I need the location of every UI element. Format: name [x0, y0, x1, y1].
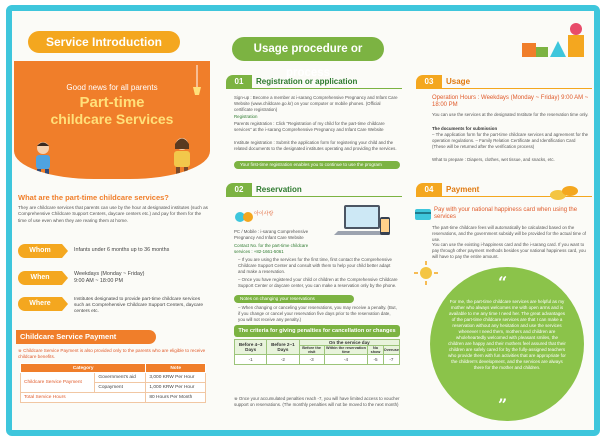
section-number: 04 [416, 183, 442, 197]
section-01-header [226, 75, 402, 89]
where-tag: Where [18, 297, 62, 311]
table-cell: -1 [235, 355, 267, 365]
pay-text-2: You can use the existing i-happiness card and the i-sarang card. If you want to pay through other payment methods besides your national happiness card, you will have to pay the entire amount. [432, 242, 586, 259]
section-02-header [226, 183, 402, 197]
what-answer: They are childcare services that parents can use by the hour at designated institutes (such as Comprehensive Childcare Support Centers, daycare centers etc.) and pay for them for the time of use even when they are rearing them at home. [18, 205, 208, 223]
where-row [18, 297, 210, 321]
table-cell: -2 [267, 355, 299, 365]
table-cell: -5 [368, 355, 384, 365]
table-row [235, 355, 400, 365]
table-header: Before 2~1 Days [267, 340, 299, 355]
usage-procedure-title: Usage procedure or process [232, 37, 384, 61]
notes-changing-bar: Notes on changing your reservations [234, 295, 354, 303]
section-label: Registration or application [256, 77, 358, 86]
operation-text: You can use the services at the designated Institute for the reservation time only. [432, 112, 589, 117]
sun-icon [414, 261, 438, 285]
table-header: Note [146, 364, 206, 373]
service-introduction-tab: Service Introduction [28, 31, 180, 53]
signup-text: Sign-up : Become a member at i-sarang Comprehensive Pregnancy and Infant Care Website (www.childcare.go.kr) on your computer or mobile phones. (Official certificate registration) [234, 95, 398, 112]
coins-icon [548, 181, 582, 203]
table-cell: 1,000 KRW Per Hour [146, 383, 206, 393]
institute-registration-text: Institute registration : Submit the application form for registering your child and the related documents to the designated institutes operating and providing the services. [234, 140, 397, 151]
payment-tab: Childcare Service Payment [16, 330, 156, 344]
testimonial-text: For me, the part-time childcare services are helpful as my mother who always welcomes me with open arms and is available to me any time I need her. The great advantages of the part-time childcare services are that I can make a reservation without any hesitation and use the services whenever I need them, mothers and children are wholeheartedly welcomed with pleasant smiles, the children are happy and their mothers feel assured that their children are safely cared for by the fully-assigned teachers who provide them with fun activities that are appropriate for the children's development, and the services are always there for the mother and children. [448, 299, 566, 370]
whom-row [18, 244, 210, 258]
service-introduction-column [12, 11, 212, 430]
registered-text: – Once you have registered your child or children at the Comprehensive Childcare Support Center or daycare center, you can make a reservation only by the phone. [238, 277, 398, 288]
parent-illustration-icon [170, 137, 194, 177]
section-label: Usage [446, 77, 471, 86]
where-text: Institutes designated to provide part-time childcare services such as Comprehensive Childcare Support Centers, daycare centers etc. [74, 297, 204, 315]
page-frame [6, 5, 600, 436]
brochure [12, 11, 594, 430]
penalty-note: ※ Once your accumulated penalties reach -7, you will have limited access to voucher support on reservations. (The monthly penalties will not be moved to the next month) [234, 396, 400, 407]
table-cell: Copayment [95, 383, 146, 393]
first-time-text: – If you are using the services for the first time, first contact the Comprehensive Childcare Support Center and consult with them to help your child better adapt and make a reservation. [238, 257, 392, 274]
section-label: Payment [446, 185, 480, 194]
notes-changing-text: – When changing or canceling your reservations, you may receive a penalty. (But, if you change or cancel your reservation five days prior to the reservation date, you will not receive any penalty.) [238, 305, 397, 322]
section-number: 03 [416, 75, 442, 89]
table-cell: Government's aid [95, 373, 146, 383]
table-cell: -4 [324, 355, 368, 365]
table-cell: Total Service Hours [21, 393, 146, 403]
hero-banner [14, 61, 210, 179]
penalty-table-title: The criteria for giving penalties for cancellation or changes [234, 325, 400, 337]
hero-title-line2: childcare Services [50, 111, 174, 127]
table-cell: Childcare Service Payment [21, 373, 95, 393]
toys-illustration-icon [518, 17, 590, 63]
section-number: 02 [226, 183, 252, 197]
table-header: Within the reservation time [326, 346, 366, 354]
table-header: On the service day [299, 340, 399, 346]
penalty-table [234, 339, 400, 365]
pc-mobile-text: PC / Mobile : i-sarang Comprehensive Pregnancy And Infant Care Website [234, 229, 309, 240]
child-illustration-icon [32, 141, 54, 177]
registration-label: Registration [234, 114, 258, 119]
when-row [18, 271, 210, 289]
usage-procedure-column [212, 11, 408, 430]
pay-heading: Pay with your national happiness card when using the services [434, 207, 578, 221]
documents-text: – The application form for the part-time childcare services and agreement for the operation regulations. – Family Relation Certificate and Identification Card (These will be returned after the verification process) [432, 132, 589, 149]
table-cell: 3,000 KRW Per Hour [146, 373, 206, 383]
when-line2: 9:00 AM ~ 18:00 PM [74, 278, 123, 284]
operation-hours-text: Operation Hours : Weekdays (Monday ~ Friday) 9:00 AM ~ 18:00 PM [432, 95, 589, 109]
card-icon [414, 207, 432, 223]
table-cell: 80 Hours Per Month [146, 393, 206, 403]
whom-tag: Whom [18, 244, 62, 258]
whom-text: Infants under 6 months up to 36 months [74, 247, 170, 253]
registration-notice-bar: Your first-time registration enables you to continue to use the program [234, 161, 400, 169]
table-row [21, 373, 206, 383]
good-news-text: Good news for all parents [66, 83, 158, 92]
payment-table [20, 363, 206, 403]
table-cell: -3 [299, 355, 324, 365]
hero-title-line1: Part-time [79, 94, 145, 111]
contact-number-text: Contact No. for the part-time childcare services : +82-1661-5061 [234, 243, 309, 254]
table-header: No show [368, 346, 384, 355]
pay-text-1: The part-time childcare fees will automatically be calculated based on the reservations, and the government subsidy will be provided for the actual time of use. [432, 225, 586, 242]
when-line1: Weekdays (Monday ~ Friday) [74, 271, 145, 277]
close-quote: ” [498, 395, 508, 414]
table-header: Overuse [383, 346, 399, 355]
table-cell: -7 [383, 355, 399, 365]
table-header: Category [21, 364, 146, 373]
section-label: Reservation [256, 185, 302, 194]
what-to-prepare-text: What to prepare : Diapers, clothes, wet tissue, and snacks, etc. [432, 157, 555, 162]
laptop-phone-icon [330, 203, 394, 245]
table-header: Before 4~3 Days [235, 340, 267, 355]
open-quote: “ [498, 273, 508, 292]
what-question: What are the part-time childcare services? [18, 193, 169, 202]
documents-title: The documents for submission [432, 126, 498, 131]
parents-registration-text: Parents registration : Click "Registration of my child for the part-time childcare services" at the i-sarang Comprehensive Pregnancy and Infant Care Website [234, 121, 385, 132]
table-row [21, 393, 206, 403]
table-header-row [21, 364, 206, 373]
isarang-logo-text: 아이사랑 [254, 211, 274, 217]
section-03-header [416, 75, 592, 89]
section-number: 01 [226, 75, 252, 89]
table-header: Before the visit [299, 346, 324, 355]
payment-note: ※ Childcare Service Payment is also provided only to the parents who are eligible to receive childcare benefits. [18, 348, 206, 359]
usage-payment-column [408, 11, 594, 430]
when-tag: When [18, 271, 62, 285]
